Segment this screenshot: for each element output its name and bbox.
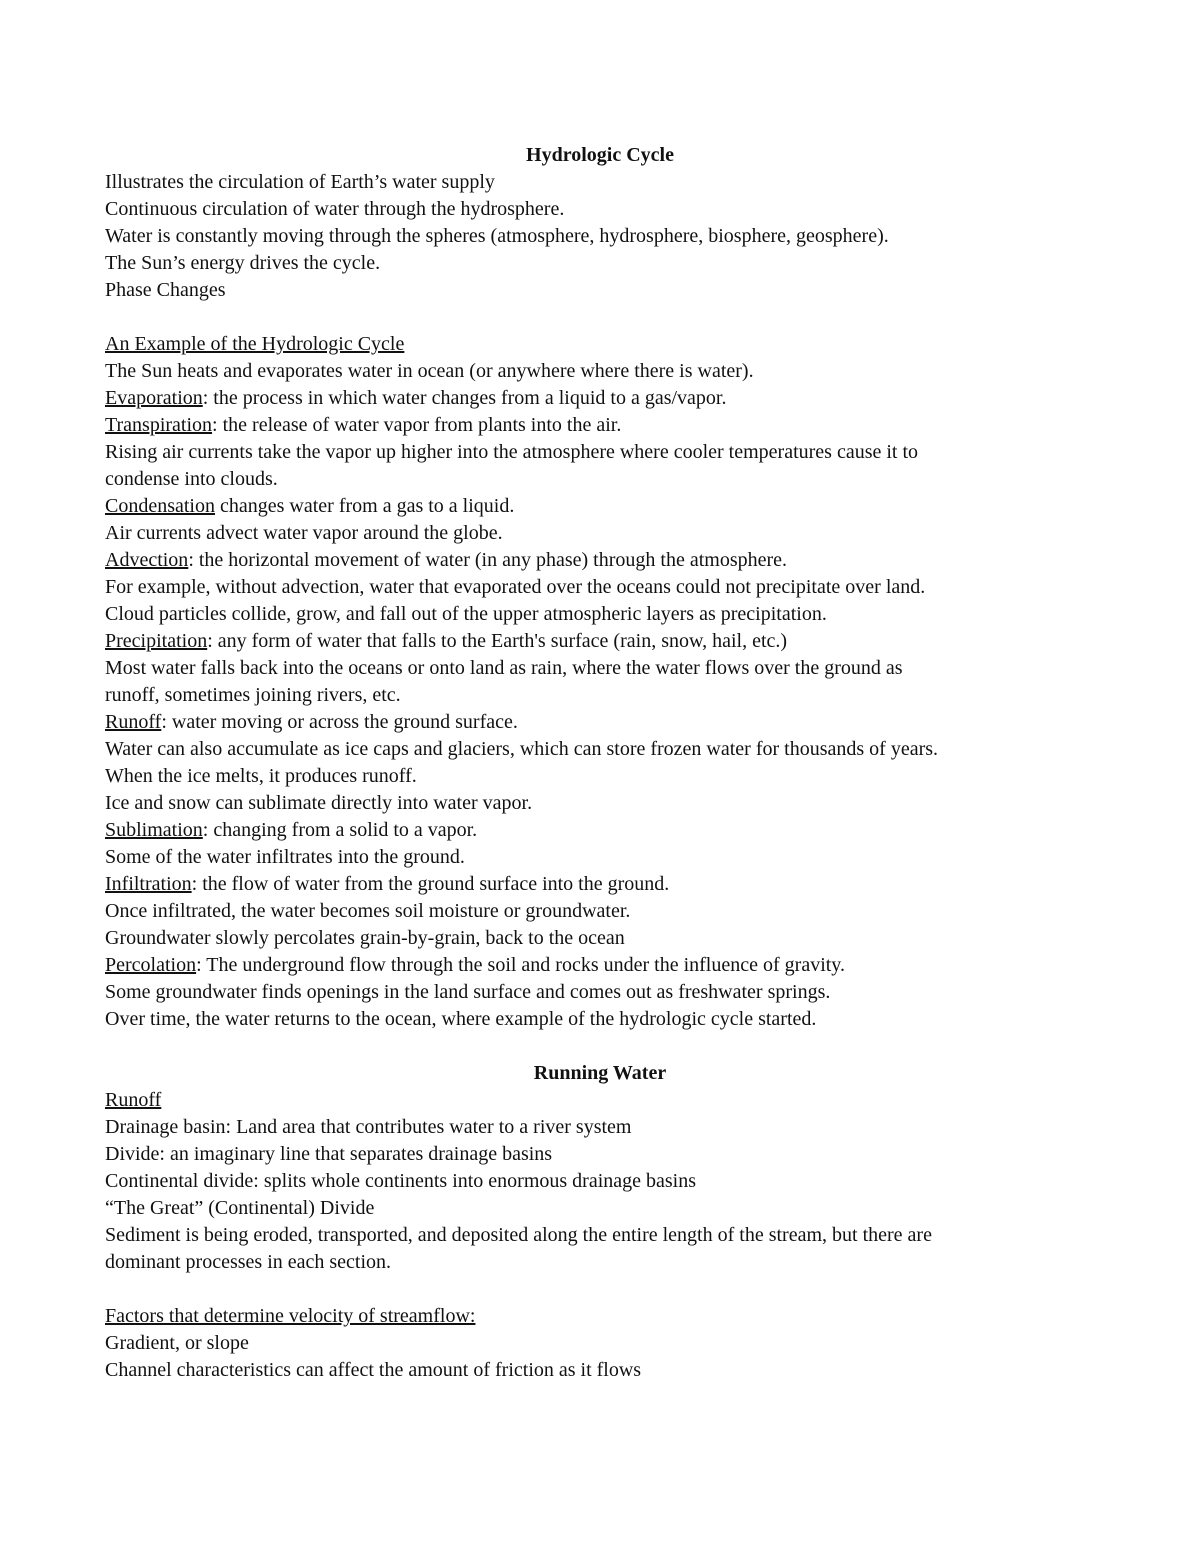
term-evaporation: Evaporation [105, 387, 203, 409]
definition-precipitation [105, 628, 1095, 655]
body-line: For example, without advection, water that evaporated over the oceans could not precipitate over land. [105, 576, 926, 598]
body-line: Air currents advect water vapor around the globe. [105, 522, 503, 544]
intro-line: Phase Changes [105, 279, 226, 301]
term-precipitation: Precipitation [105, 630, 208, 652]
definition-text: : water moving or across the ground surface. [161, 711, 518, 733]
body-line: Cloud particles collide, grow, and fall out of the upper atmospheric layers as precipitation. [105, 603, 827, 625]
body-line: Once infiltrated, the water becomes soil moisture or groundwater. [105, 900, 631, 922]
term-runoff: Runoff [105, 711, 162, 733]
intro-line: Illustrates the circulation of Earth’s water supply [105, 171, 495, 193]
term-sublimation: Sublimation [105, 819, 203, 841]
document-page [105, 142, 1095, 1384]
definition-text: : the release of water vapor from plants into the air. [212, 414, 622, 436]
definition-infiltration [105, 871, 1095, 898]
definition-text: : changing from a solid to a vapor. [202, 819, 478, 841]
body-line: Water can also accumulate as ice caps and glaciers, which can store frozen water for thousands of years. [105, 738, 939, 760]
subheading-factors: Factors that determine velocity of streamflow: [105, 1305, 476, 1327]
definition-text: : the horizontal movement of water (in any phase) through the atmosphere. [188, 549, 788, 571]
body-line: When the ice melts, it produces runoff. [105, 765, 417, 787]
term-condensation: Condensation [105, 495, 215, 517]
section-title-hydrologic-cycle: Hydrologic Cycle [526, 144, 674, 166]
definition-text: : The underground flow through the soil and rocks under the influence of gravity. [196, 954, 846, 976]
body-line: Some of the water infiltrates into the ground. [105, 846, 465, 868]
body-line: “The Great” (Continental) Divide [105, 1197, 375, 1219]
spacer [105, 304, 1095, 331]
definition-text: : the process in which water changes from a liquid to a gas/vapor. [202, 387, 727, 409]
body-line: runoff, sometimes joining rivers, etc. [105, 684, 401, 706]
subheading-runoff: Runoff [105, 1089, 162, 1111]
body-line: dominant processes in each section. [105, 1251, 392, 1273]
definition-text: changes water from a gas to a liquid. [215, 495, 515, 517]
intro-line: Continuous circulation of water through the hydrosphere. [105, 198, 565, 220]
term-infiltration: Infiltration [105, 873, 192, 895]
body-line: Continental divide: splits whole continents into enormous drainage basins [105, 1170, 697, 1192]
factor-line: Channel characteristics can affect the amount of friction as it flows [105, 1359, 642, 1381]
body-line: Ice and snow can sublimate directly into water vapor. [105, 792, 533, 814]
body-line: Sediment is being eroded, transported, and deposited along the entire length of the stream, but there are [105, 1224, 932, 1246]
definition-evaporation [105, 385, 1095, 412]
definition-text: : any form of water that falls to the Earth's surface (rain, snow, hail, etc.) [207, 630, 788, 652]
intro-line: The Sun’s energy drives the cycle. [105, 252, 381, 274]
body-line: condense into clouds. [105, 468, 278, 490]
body-line: Divide: an imaginary line that separates drainage basins [105, 1143, 553, 1165]
body-line: Groundwater slowly percolates grain-by-grain, back to the ocean [105, 927, 625, 949]
spacer [105, 1276, 1095, 1303]
spacer [105, 1033, 1095, 1060]
definition-condensation [105, 493, 1095, 520]
definition-percolation [105, 952, 1095, 979]
body-line: Rising air currents take the vapor up higher into the atmosphere where cooler temperatures cause it to [105, 441, 919, 463]
section-title-running-water: Running Water [533, 1062, 667, 1084]
term-advection: Advection [105, 549, 189, 571]
subheading-example: An Example of the Hydrologic Cycle [105, 333, 405, 355]
term-transpiration: Transpiration [105, 414, 213, 436]
definition-sublimation [105, 817, 1095, 844]
body-line: The Sun heats and evaporates water in ocean (or anywhere where there is water). [105, 360, 754, 382]
factor-line: Gradient, or slope [105, 1332, 249, 1354]
intro-line: Water is constantly moving through the spheres (atmosphere, hydrosphere, biosphere, geosphere). [105, 225, 889, 247]
body-line: Some groundwater finds openings in the land surface and comes out as freshwater springs. [105, 981, 831, 1003]
definition-advection [105, 547, 1095, 574]
definition-transpiration [105, 412, 1095, 439]
definition-text: : the flow of water from the ground surface into the ground. [191, 873, 670, 895]
body-line: Drainage basin: Land area that contributes water to a river system [105, 1116, 632, 1138]
body-line: Most water falls back into the oceans or onto land as rain, where the water flows over the ground as [105, 657, 903, 679]
term-percolation: Percolation [105, 954, 197, 976]
definition-runoff [105, 709, 1095, 736]
body-line: Over time, the water returns to the ocean, where example of the hydrologic cycle started. [105, 1008, 817, 1030]
